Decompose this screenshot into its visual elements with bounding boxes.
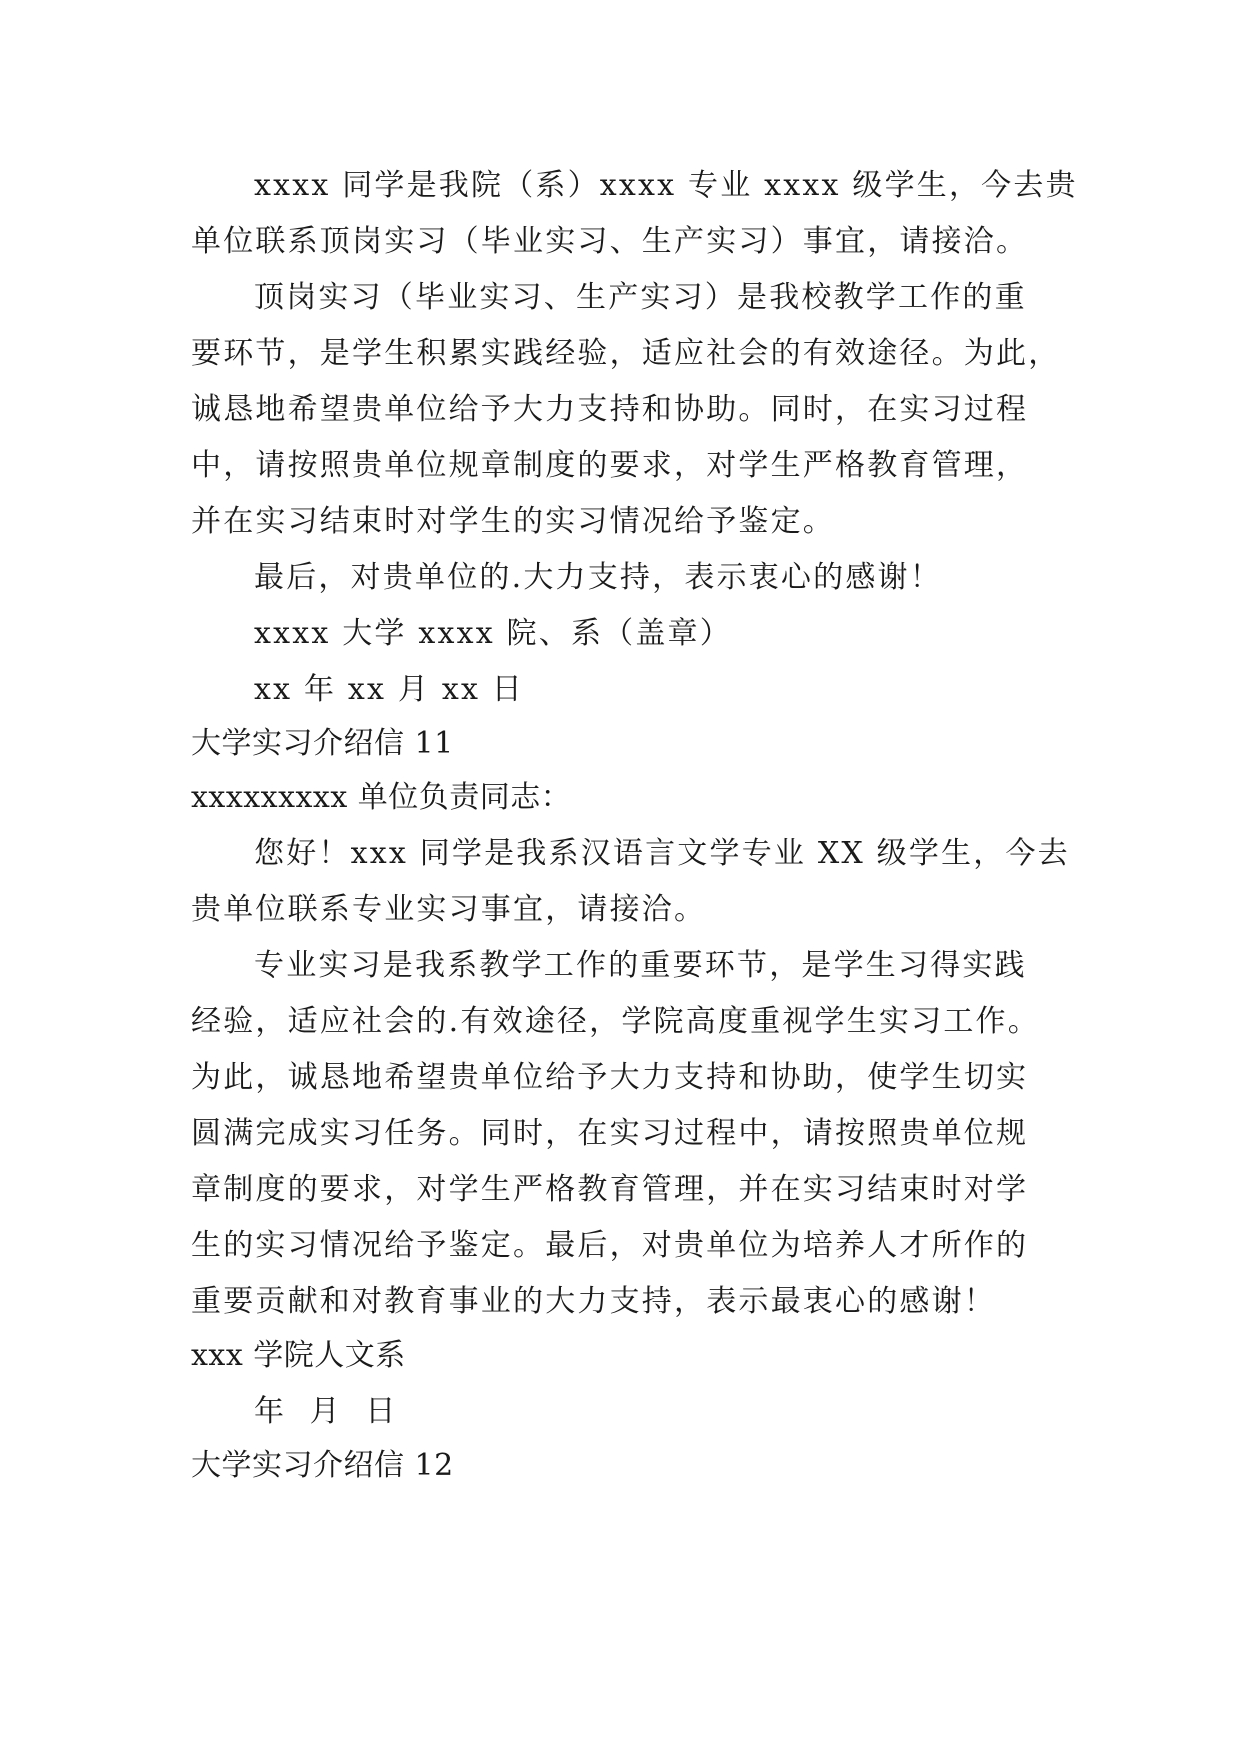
letter2-para2-line3: 为此，诚恳地希望贵单位给予大力支持和协助，使学生切实 xyxy=(191,1060,1029,1095)
letter1-para2-line3: 诚恳地希望贵单位给予大力支持和协助。同时，在实习过程 xyxy=(191,392,1029,427)
letter1-para2-line4: 中，请按照贵单位规章制度的要求，对学生严格教育管理， xyxy=(191,448,1029,483)
letter1-para1-line1: xxxx 同学是我院（系）xxxx 专业 xxxx 级学生，今去贵 xyxy=(254,168,1078,203)
letter2-para2-line6: 生的实习情况给予鉴定。最后，对贵单位为培养人才所作的 xyxy=(191,1228,1029,1263)
letter2-signature: xxx 学院人文系 xyxy=(191,1338,406,1373)
letter2-para2-line2: 经验，适应社会的.有效途径，学院高度重视学生实习工作。 xyxy=(191,1004,1040,1039)
letter3-title: 大学实习介绍信 12 xyxy=(191,1448,454,1483)
letter2-para2-line4: 圆满完成实习任务。同时，在实习过程中，请按照贵单位规 xyxy=(191,1116,1029,1151)
letter1-date: xx 年 xx 月 xx 日 xyxy=(254,672,524,707)
letter2-para2-line5: 章制度的要求，对学生严格教育管理，并在实习结束时对学 xyxy=(191,1172,1029,1207)
letter1-closing: 最后，对贵单位的.大力支持，表示衷心的感谢！ xyxy=(254,560,942,595)
letter2-para2-line7: 重要贡献和对教育事业的大力支持，表示最衷心的感谢！ xyxy=(191,1284,996,1319)
letter1-signature: xxxx 大学 xxxx 院、系（盖章） xyxy=(254,616,732,651)
letter1-para2-line5: 并在实习结束时对学生的实习情况给予鉴定。 xyxy=(191,504,835,539)
letter2-title: 大学实习介绍信 11 xyxy=(191,726,454,761)
letter1-para2-line1: 顶岗实习（毕业实习、生产实习）是我校教学工作的重 xyxy=(254,280,1027,315)
letter2-para1-line1: 您好！xxx 同学是我系汉语言文学专业 XX 级学生，今去 xyxy=(254,836,1070,871)
letter1-para1-line2: 单位联系顶岗实习（毕业实习、生产实习）事宜，请接洽。 xyxy=(191,224,1029,259)
letter2-salutation: xxxxxxxxx 单位负责同志： xyxy=(191,780,572,815)
letter2-para2-line1: 专业实习是我系教学工作的重要环节，是学生习得实践 xyxy=(254,948,1027,983)
letter2-date: 年 月 日 xyxy=(254,1394,398,1429)
letter2-para1-line2: 贵单位联系专业实习事宜，请接洽。 xyxy=(191,892,707,927)
letter1-para2-line2: 要环节，是学生积累实践经验，适应社会的有效途径。为此， xyxy=(191,336,1061,371)
